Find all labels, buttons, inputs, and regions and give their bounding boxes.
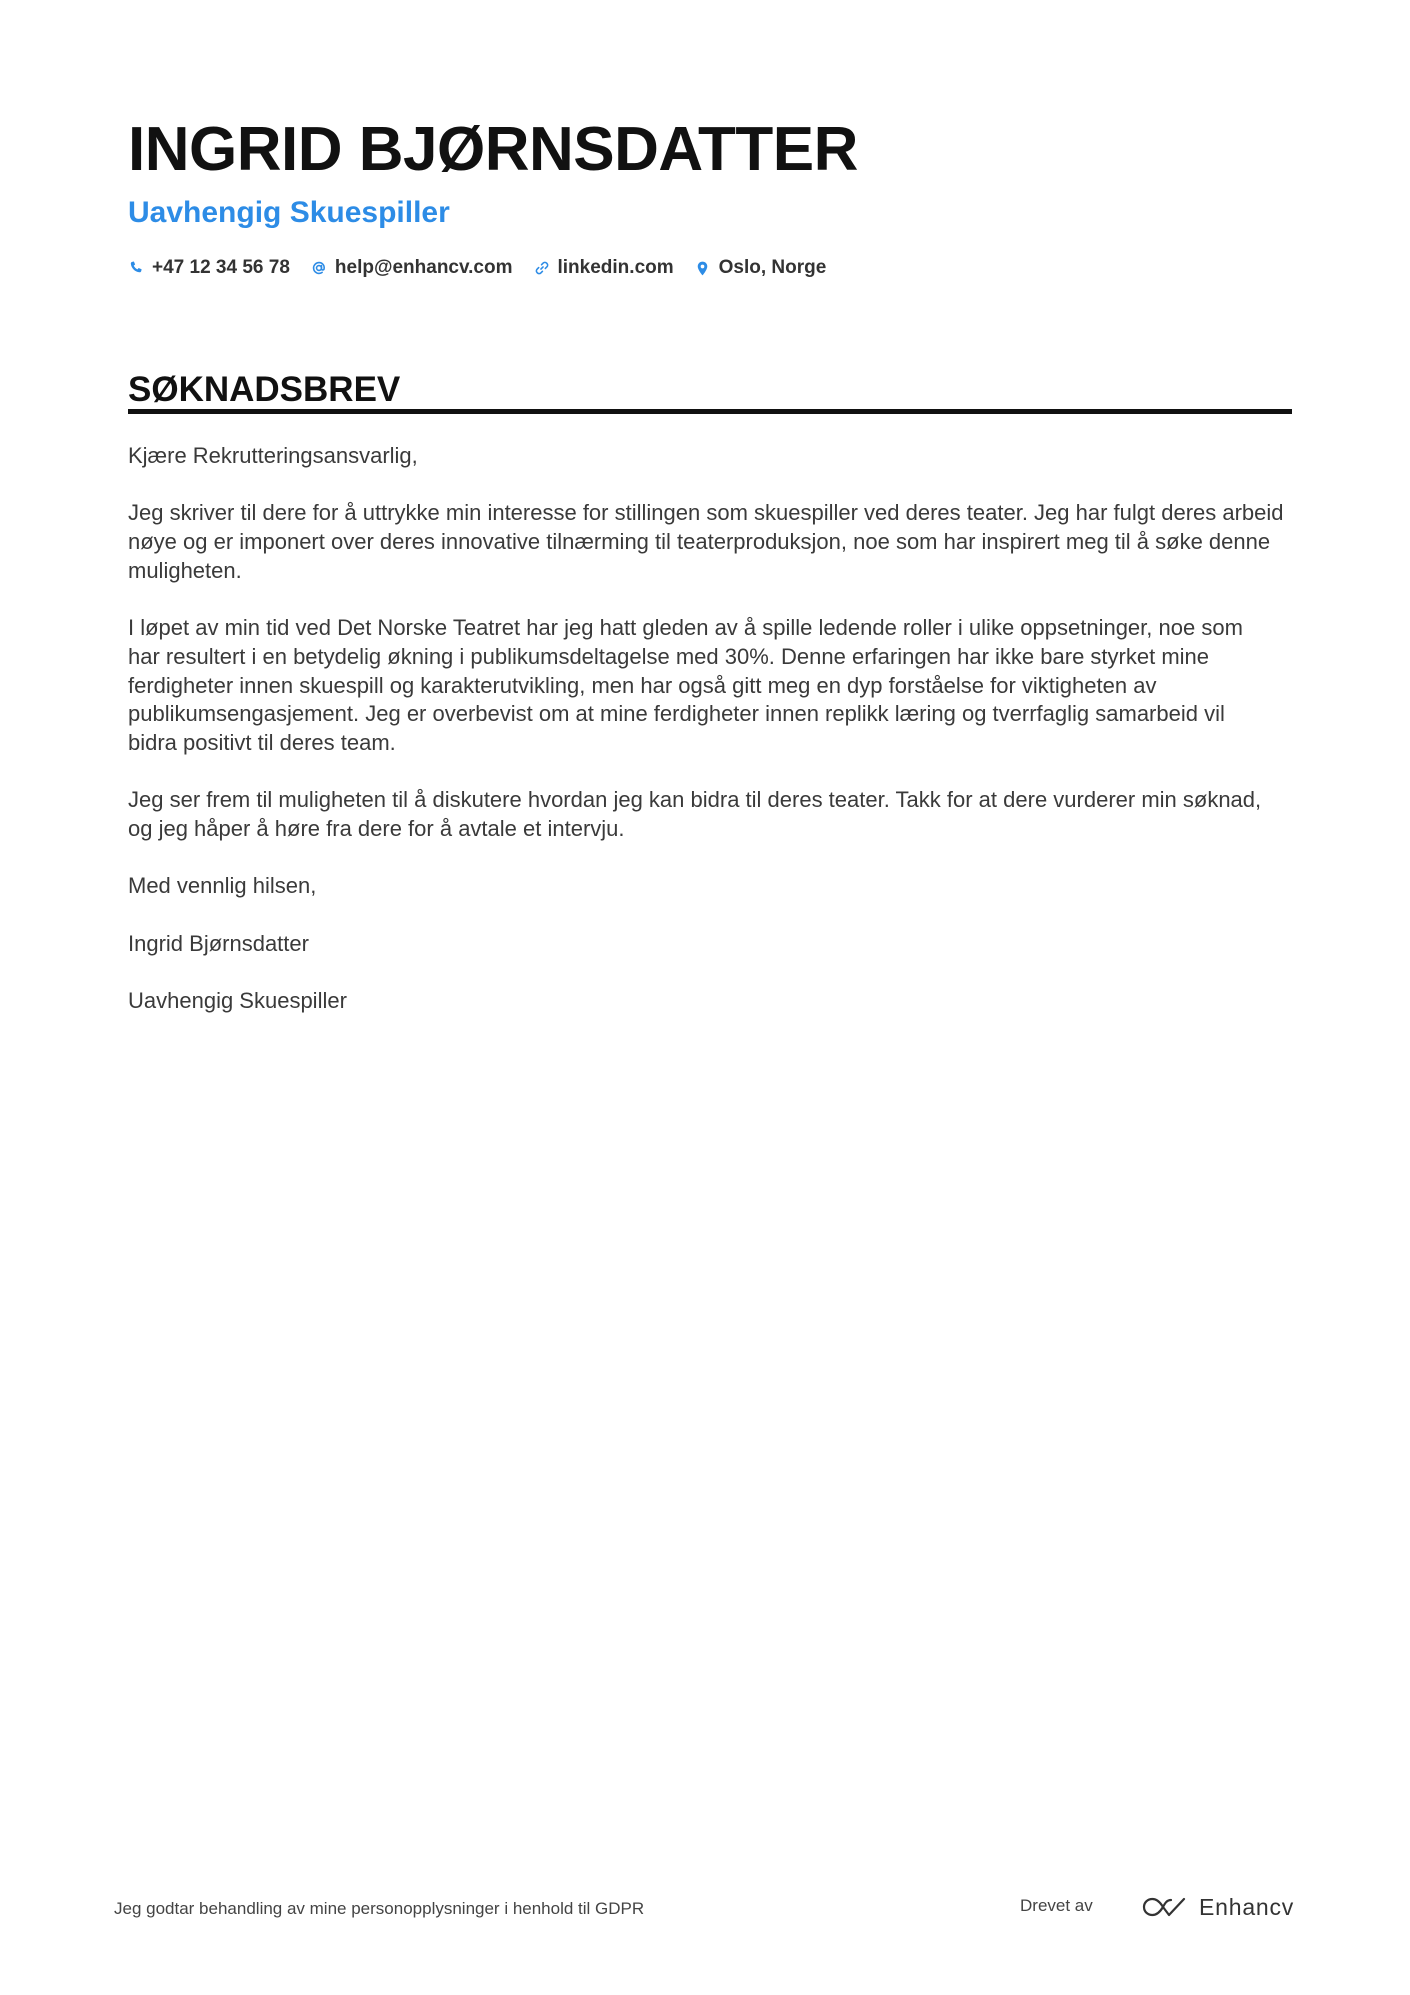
link-icon — [535, 261, 549, 275]
location-text: Oslo, Norge — [718, 257, 827, 278]
enhancv-logo-text: Enhancv — [1199, 1894, 1295, 1920]
signature-title: Uavhengig Skuespiller — [128, 988, 347, 1014]
letter-line: og jeg håper å høre fra dere for å avtale et intervju. — [128, 816, 625, 842]
contact-email[interactable] — [312, 256, 513, 280]
letter-paragraph — [128, 786, 1292, 843]
letter-paragraph — [128, 614, 1292, 758]
letter-line: har resultert i en betydelig økning i publikumsdeltagelse med 30%. Denne erfaringen har ikke bare styrket mine — [128, 643, 1210, 669]
section-divider — [128, 409, 1292, 414]
enhancv-logo-icon — [1141, 1895, 1187, 1919]
letter-line: publikumsengasjement. Jeg er overbevist om at mine ferdigheter innen replikk læring og tverrfaglig samarbeid vil — [128, 701, 1225, 727]
letter-line: muligheten. — [128, 557, 242, 583]
candidate-title: Uavhengig Skuespiller — [128, 196, 450, 229]
letter-line: bidra positivt til deres team. — [128, 730, 396, 755]
letter-line: nøye og er imponert over deres innovative tilnærming til teaterproduksjon, noe som har inspirert meg til å søke denne — [128, 529, 1271, 555]
phone-text: +47 12 34 56 78 — [152, 257, 290, 278]
closing: Med vennlig hilsen, — [128, 873, 317, 899]
signature-name: Ingrid Bjørnsdatter — [128, 930, 309, 956]
letter-body — [128, 442, 1292, 1045]
contact-location — [696, 256, 827, 280]
enhancv-logo-link[interactable] — [1141, 1893, 1294, 1921]
location-icon — [696, 261, 710, 275]
section-heading: SØKNADSBREV — [128, 370, 401, 409]
salutation: Kjære Rekrutteringsansvarlig, — [128, 443, 418, 468]
contact-row — [129, 256, 848, 280]
powered-by-label: Drevet av — [1020, 1896, 1093, 1915]
letter-paragraph — [128, 499, 1292, 585]
letter-line: Jeg ser frem til muligheten til å diskutere hvordan jeg kan bidra til deres teater. Takk for at dere vurderer min søknad, — [128, 787, 1262, 813]
email-link[interactable]: help@enhancv.com — [334, 257, 513, 278]
contact-linkedin[interactable] — [535, 256, 674, 280]
letter-line: I løpet av min tid ved Det Norske Teatret har jeg hatt gleden av å spille ledende roller i ulike oppsetninger, noe som — [128, 615, 1243, 641]
candidate-name: INGRID BJØRNSDATTER — [128, 115, 858, 184]
gdpr-consent-text: Jeg godtar behandling av mine personopplysninger i henhold til GDPR — [114, 1899, 645, 1918]
contact-phone — [129, 256, 290, 280]
phone-icon — [129, 261, 143, 275]
at-icon — [312, 261, 326, 275]
letter-line: Jeg skriver til dere for å uttrykke min interesse for stillingen som skuespiller ved deres teater. Jeg har fulgt deres arbeid — [128, 500, 1284, 526]
letter-line: ferdigheter innen skuespill og karakterutvikling, men har også gitt meg en dyp forståelse for viktigheten av — [128, 672, 1157, 698]
linkedin-link[interactable]: linkedin.com — [557, 257, 674, 278]
